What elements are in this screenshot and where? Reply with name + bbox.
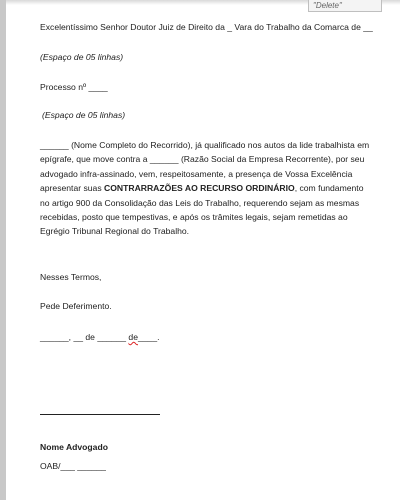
- closing-text: Nesses Termos,: [40, 272, 102, 282]
- lawyer-name: Nome Advogado: [40, 442, 108, 452]
- body-line-1: ______ (Nome Completo do Recorrido), já qualificado nos autos da lide trabalhista em: [40, 140, 370, 150]
- body-line-4: [40, 181, 372, 195]
- body-line-5: no artigo 900 da Consolidação das Leis do Trabalho, requerendo sejam as mesmas: [40, 197, 360, 208]
- court-header: Excelentíssimo Senhor Doutor Juiz de Direito da _ Vara do Trabalho da Comarca de __: [40, 22, 373, 32]
- request-text: Pede Deferimento.: [40, 301, 112, 311]
- spacing-note-2: (Espaço de 05 linhas): [42, 110, 126, 120]
- body-line-3: advogado infra-assinado, vem, respeitosamente, a presença de Vossa Excelência: [40, 168, 353, 179]
- date-line: [40, 330, 160, 344]
- body-line-2: epígrafe, que move contra a ______ (Razão Social da Empresa Recorrente), por seu: [40, 154, 365, 165]
- oab-number: OAB/___ ______: [40, 461, 106, 471]
- delete-tag[interactable]: "Delete": [308, 0, 382, 12]
- date-year-blank: ____.: [137, 332, 160, 342]
- date-de-spellcheck: de: [128, 332, 138, 342]
- signature-line: [40, 414, 160, 415]
- process-number: Processo nº ____: [40, 82, 108, 92]
- document-title-bold: CONTRARRAZÕES AO RECURSO ORDINÁRIO: [104, 183, 295, 194]
- left-margin-strip: [0, 0, 6, 500]
- body-line-4-start: apresentar suas: [40, 183, 105, 194]
- body-line-7: Egrégio Tribunal Regional do Trabalho.: [40, 226, 190, 237]
- date-blanks: ______, __ de ______: [40, 332, 129, 342]
- body-line-6: recebidas, posto que tempestivas, e após os trâmites legais, sejam remetidas ao: [40, 212, 348, 223]
- body-line-4-end: , com fundamento: [294, 183, 364, 194]
- spacing-note-1: (Espaço de 05 linhas): [40, 52, 124, 62]
- petition-body: [40, 138, 372, 239]
